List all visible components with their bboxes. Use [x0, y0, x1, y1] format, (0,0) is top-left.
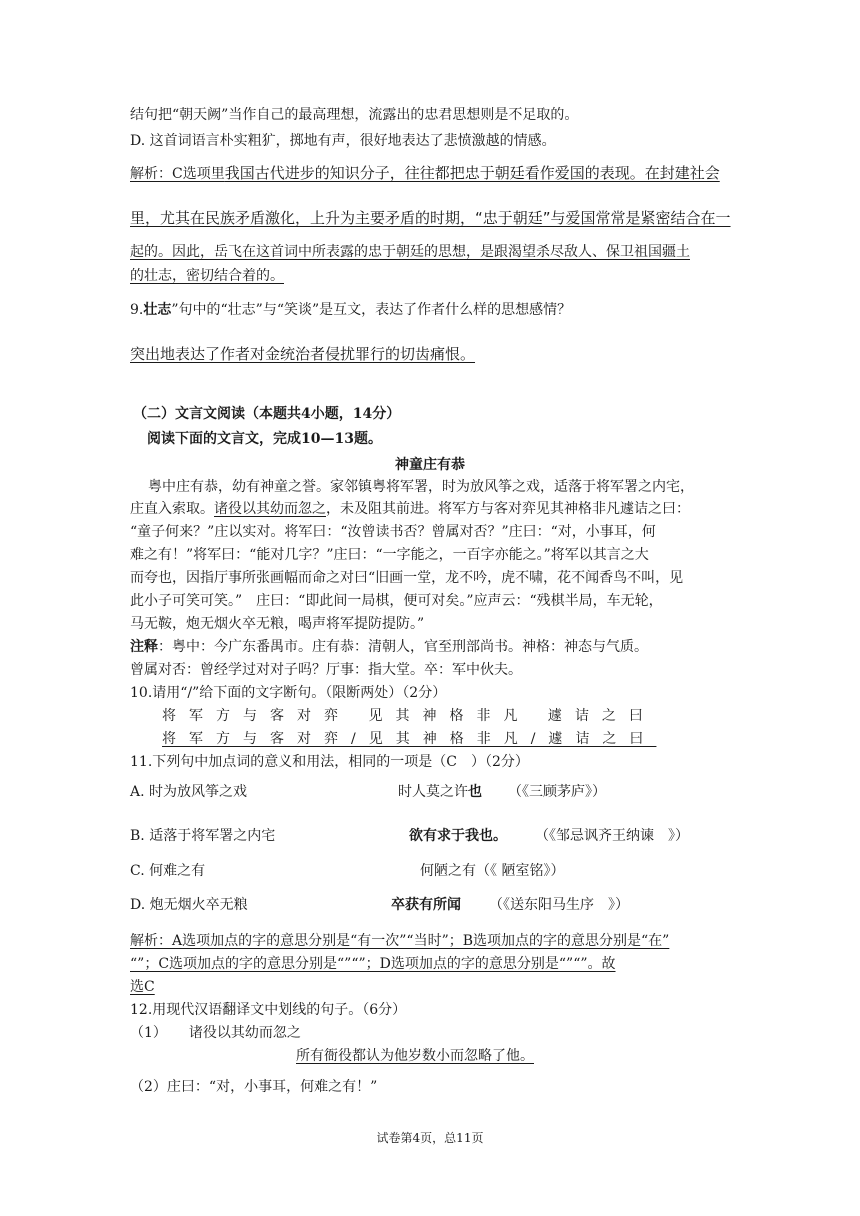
section-heading: （二）文言文阅读（本题共4小题，14分） [133, 406, 401, 422]
q11-option-b-source: （《邹忌讽齐王纳谏 》） [535, 828, 689, 844]
q12-part-1-answer: 所有衙役都认为他岁数小而忽略了他。 [296, 1048, 534, 1064]
q11-option-a-source: （《三顾茅庐》） [508, 784, 606, 800]
q8-analysis-line-1 [130, 163, 720, 184]
q12-part-1-number: （1） [130, 1025, 167, 1041]
q12-question: 12.用现代汉语翻译文中划线的句子。（6分） [130, 1002, 407, 1018]
passage-line-6: 此小子可笑可笑。” 庄曰：“即此间一局棋，便可对矣。”应声云：“残棋半局，车无轮， [130, 593, 663, 609]
section-instruction: 阅读下面的文言文，完成10—13题。 [147, 431, 382, 447]
q11-option-c-compare: 何陋之有（《 陋室铭》） [420, 863, 565, 879]
passage-line-7: 马无鞍，炮无烟火卒无粮，喝声将军提防提防。” [130, 616, 425, 632]
passage-line-5: 而夸也，因指厅事所张画幅而命之对曰“旧画一堂，龙不吟，虎不啸，花不闻香鸟不叫，见 [130, 570, 684, 586]
passage-line-3: “童子何来？”庄以实对。将军曰：“汝曾读书否？曾属对否？”庄曰：“对，小事耳，何 [130, 524, 656, 540]
notes-line-2: 曾属对否：曾经学过对对子吗？厅事：指大堂。卒：军中伙夫。 [130, 662, 522, 678]
page-footer: 试卷第4页，总11页 [376, 1131, 484, 1145]
notes-text-1: ：粤中：今广东番禺市。庄有恭：清朝人，官至刑部尚书。神格：神态与气质。 [158, 639, 648, 655]
q8-analysis-text: 我国古代进步的知识分子，往往都把忠于朝廷看作爱国的表现。在封建社会 [224, 164, 720, 182]
q11-option-b: B. 适落于将军署之内宅 [130, 828, 276, 844]
q8-option-c-continuation: 结句把“朝天阙”当作自己的最高理想，流露出的忠君思想则是不足取的。 [130, 107, 579, 123]
q8-analysis-prefix: 解析：C选项里 [130, 166, 225, 182]
q11-option-d: D. 炮无烟火卒无粮 [130, 897, 248, 913]
q12-part-1 [130, 1023, 301, 1043]
q11-analysis-line-3: 选C [130, 979, 155, 995]
q10-sentence: 将军方与客对弈 见其神格非凡 遽诘之曰 [162, 708, 656, 724]
q10-answer: 将军方与客对弈/见其神格非凡/遽诘之曰 [162, 731, 657, 747]
passage-line-4: 难之有！”将军曰：“能对几字？”庄曰：“一字能之，一百字亦能之。”将军以其言之大 [130, 547, 649, 563]
q11-option-a-compare-text: 时人莫之许 [398, 784, 468, 800]
q11-analysis-line-1: 解析：A选项加点的字的意思分别是“有一次”“当时”；B选项加点的字的意思分别是“在” [130, 933, 670, 949]
q9-keyword: 壮志 [143, 302, 172, 318]
q8-analysis-line-3: 起的。因此，岳飞在这首词中所表露的忠于朝廷的思想，是跟渴望杀尽敌人、保卫祖国疆土 [130, 244, 690, 260]
passage-line-2-start: 庄直入索取。 [130, 501, 214, 517]
passage-title: 神童庄有恭 [395, 457, 465, 473]
q9-number: 9. [130, 302, 144, 318]
q9-question [130, 300, 571, 320]
passage-line-2-end: ，未及阻其前进。将军方与客对弈见其神格非凡遽诘之曰： [326, 501, 690, 517]
q11-option-b-compare: 欲有求于我也。 [409, 828, 507, 844]
q12-part-1-answer-line [250, 1046, 534, 1066]
notes-label: 注释 [130, 639, 158, 655]
q12-part-1-sentence: 诸役以其幼而忽之 [188, 1025, 301, 1041]
q11-option-c: C. 何难之有 [130, 863, 206, 879]
q12-part-2: （2）庄曰：“对，小事耳，何难之有！” [130, 1079, 378, 1095]
q11-option-a: A. 时为放风筝之戏 [130, 784, 248, 800]
q11-option-a-marked: 也 [468, 784, 482, 800]
passage-line-2 [130, 499, 690, 519]
q9-text: ”句中的“壮志”与“笑谈”是互文，表达了作者什么样的思想感情？ [171, 302, 572, 318]
passage-underlined-sentence: 诸役以其幼而忽之 [214, 501, 326, 517]
q11-option-d-compare: 卒获有所闻 [391, 897, 461, 913]
q11-analysis-line-2: “”；C选项加点的字的意思分别是“”“”；D选项加点的字的意思分别是“”“”。故 [130, 956, 616, 972]
q11-question: 11.下列句中加点词的意义和用法，相同的一项是（C ）（2分） [130, 754, 529, 770]
notes-line-1 [130, 637, 648, 657]
passage-line-1: 粤中庄有恭，幼有神童之誉。家邻镇粤将军署，时为放风筝之戏，适落于将军署之内宅， [148, 479, 694, 495]
q11-option-a-compare [398, 782, 482, 802]
q10-question: 10.请用“/”给下面的文字断句。（限断两处）（2分） [130, 685, 447, 701]
q8-analysis-line-4: 的壮志，密切结合着的。 [130, 268, 284, 284]
q11-option-d-source: （《送东阳马生序 》） [489, 897, 629, 913]
q8-option-d: D. 这首词语言朴实粗犷，掷地有声，很好地表达了悲愤激越的情感。 [130, 133, 556, 149]
q9-answer: 突出地表达了作者对金统治者侵扰罪行的切齿痛恨。 [130, 345, 476, 363]
q8-analysis-line-2: 里，尤其在民族矛盾激化，上升为主要矛盾的时期，“忠于朝廷”与爱国常常是紧密结合在一 [130, 209, 731, 227]
